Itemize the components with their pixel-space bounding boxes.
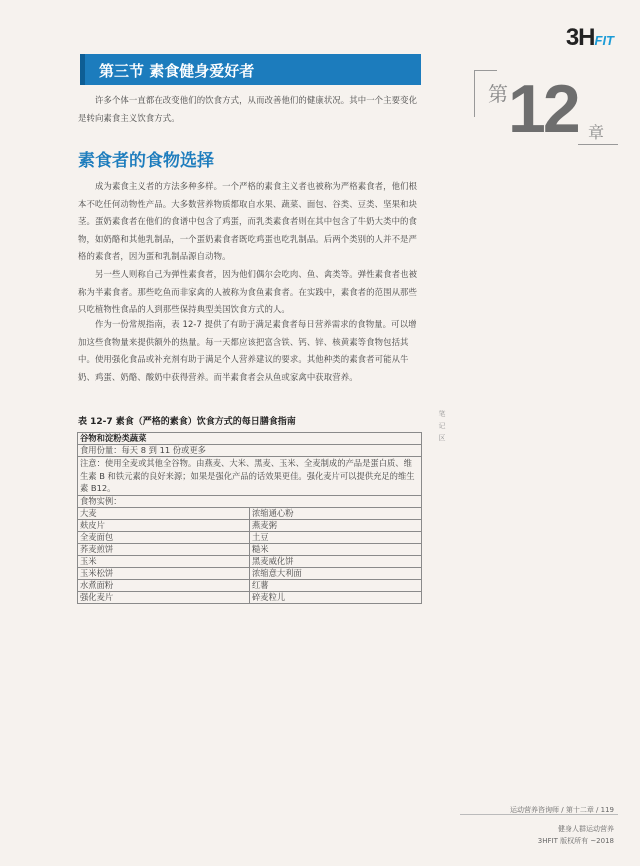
table-cell: 大麦 <box>78 507 250 519</box>
logo-main: 3H <box>565 24 595 51</box>
table-cell: 水煮面粉 <box>78 579 250 591</box>
table-cell: 燕麦粥 <box>250 519 422 531</box>
table-cell: 糙米 <box>250 543 422 555</box>
table-serving: 食用份量：每天 8 到 11 份或更多 <box>78 445 422 457</box>
footer-divider <box>460 814 618 815</box>
table-row <box>78 507 422 519</box>
diet-guide-table <box>77 432 422 604</box>
table-note: 注意：使用全麦或其他全谷物。由燕麦、大米、黑麦、玉米、全麦制成的产品是蛋白质、维生素 B 和铁元素的良好来源；如果是强化产品的话效果更佳。强化麦片可以提供充足的维生素 B12。 <box>78 457 422 496</box>
table-title: 表 12-7 素食（严格的素食）饮食方式的每日膳食指南 <box>78 417 296 427</box>
table-cell: 黑麦威化饼 <box>250 555 422 567</box>
table-cell: 土豆 <box>250 531 422 543</box>
table-group-header: 谷物和淀粉类蔬菜 <box>78 433 422 445</box>
brand-logo <box>566 24 614 52</box>
section-heading: 素食者的食物选择 <box>78 151 214 171</box>
table-cell: 强化麦片 <box>78 591 250 603</box>
table-cell: 碎麦粒儿 <box>250 591 422 603</box>
table-row <box>78 531 422 543</box>
table-cell: 全麦面包 <box>78 531 250 543</box>
table-row <box>78 591 422 603</box>
intro-paragraph: 许多个体一直都在改变他们的饮食方式，从而改善他们的健康状况。其中一个主要变化是转向素食主义饮食方式。 <box>78 95 418 123</box>
notes-area-label: 笔记区 <box>438 410 446 442</box>
footer-subtitle: 健身人群运动营养 <box>558 825 614 833</box>
table-row <box>78 519 422 531</box>
chapter-underline <box>578 144 618 145</box>
table-row <box>78 567 422 579</box>
body-paragraph: 成为素食主义者的方法多种多样。一个严格的素食主义者也被称为严格素食者，他们根本不吃任何动物性产品。大多数营养物质都取自水果、蔬菜、面包、谷类、豆类、坚果和块茎。蛋奶素食者在他们的食谱中包含了鸡蛋，而乳类素食者则在其中包含了牛奶大类中的食物，如奶酪和其他乳制品，一个蛋奶素食者既吃鸡蛋也吃乳制品。后两个类别的人并不是严格的素食者，因为蛋和乳制品源自动物。 <box>78 181 418 261</box>
table-row <box>78 579 422 591</box>
footer-copyright: 3HFIT 版权所有 ~2018 <box>537 837 614 845</box>
table-cell: 玉米松饼 <box>78 567 250 579</box>
section-title: 第三节 素食健身爱好者 <box>99 62 255 80</box>
table-row <box>78 543 422 555</box>
table-cell: 荞麦煎饼 <box>78 543 250 555</box>
chapter-number: 12 <box>508 71 578 147</box>
table-cell: 红薯 <box>250 579 422 591</box>
body-paragraph: 作为一份常规指南，表 12-7 提供了有助于满足素食者每日营养需求的食物量。可以增加这些食物量来提供额外的热量。每一天都应该把富含铁、钙、锌、核黄素等食物包括其中。使用强化食品或补充剂有助于满足个人营养建议的要求。其他种类的素食者可能从牛奶、鸡蛋、奶酪、酸奶中获得营养。而半素食者会从鱼或家禽中获取营养。 <box>78 319 417 382</box>
table-cell: 浓缩通心粉 <box>250 507 422 519</box>
body-paragraph: 另一些人则称自己为弹性素食者，因为他们偶尔会吃肉、鱼、禽类等。弹性素食者也被称为半素食者。那些吃鱼而非家禽的人被称为食鱼素食者。在实践中，素食者的范围从那些只吃植物性食品的人到那些保持典型美国饮食方式的人。 <box>78 269 418 314</box>
chapter-suffix: 章 <box>588 123 605 142</box>
chapter-prefix: 第 <box>488 82 508 106</box>
chapter-marker <box>474 70 634 148</box>
footer-page-info: 运动营养咨询师 / 第十二章 / 119 <box>510 806 614 814</box>
table-examples-label: 食物实例： <box>78 495 422 507</box>
table-cell: 浓缩意大利面 <box>250 567 422 579</box>
section-header <box>80 54 421 85</box>
table-row <box>78 555 422 567</box>
table-cell: 麸皮片 <box>78 519 250 531</box>
table-cell: 玉米 <box>78 555 250 567</box>
logo-sub: FIT <box>594 33 614 48</box>
